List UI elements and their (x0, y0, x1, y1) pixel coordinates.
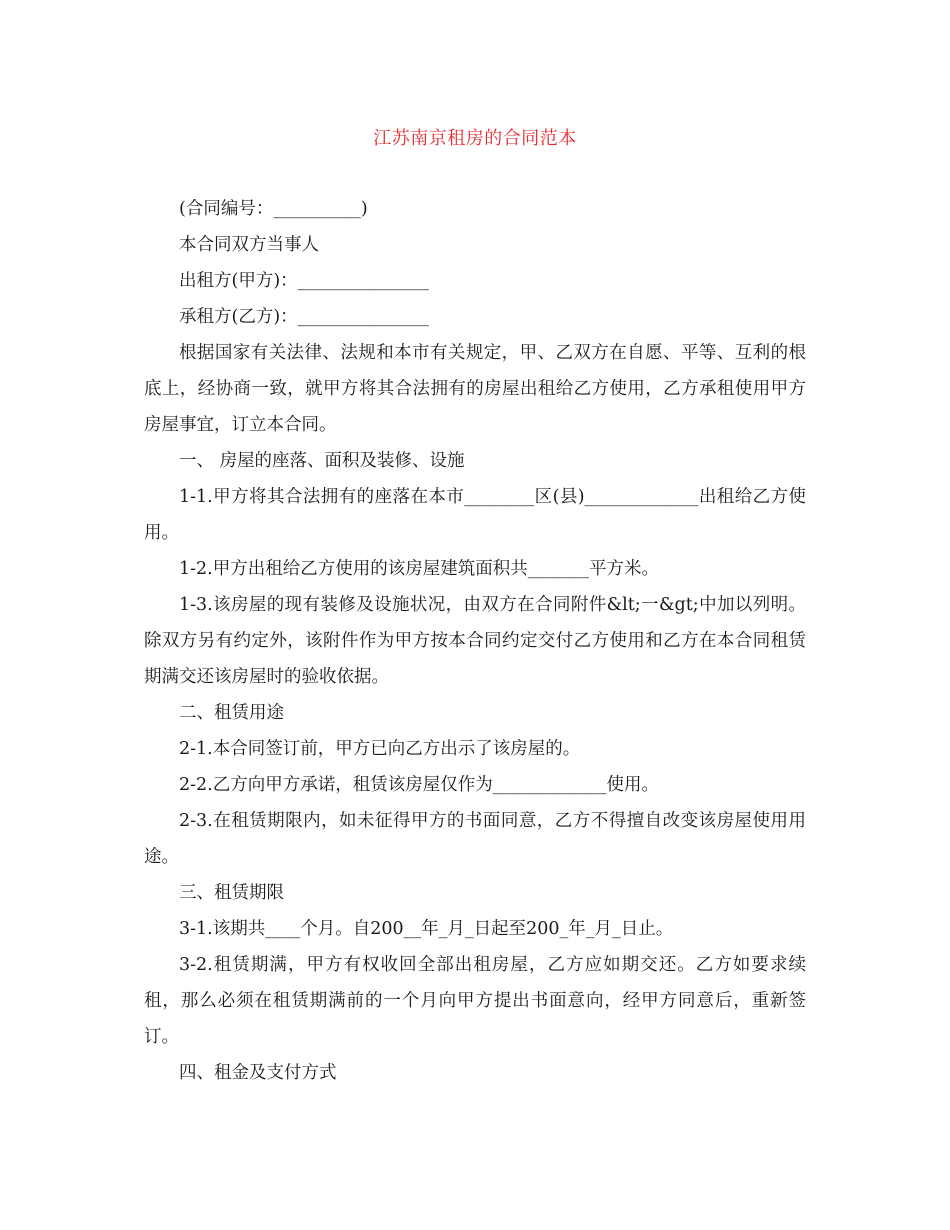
section-heading-2: 二、租赁用途 (179, 703, 284, 723)
clause-1-2: 1-2.甲方出租给乙方使用的该房屋建筑面积共_______平方米。 (179, 559, 659, 579)
clause-3-1: 3-1.该期共____个月。自200__年_月_日起至200_年_月_日止。 (179, 919, 674, 939)
section-heading-1: 一、 房屋的座落、面积及装修、设施 (179, 451, 465, 471)
document-title: 江苏南京租房的合同范本 (373, 128, 577, 149)
section-heading-4: 四、租金及支付方式 (179, 1063, 337, 1083)
clause-2-2: 2-2.乙方向甲方承诺，租赁该房屋仅作为_____________使用。 (179, 775, 659, 795)
parties-heading: 本合同双方当事人 (179, 235, 319, 255)
clause-2-1: 2-1.本合同签订前，甲方已向乙方出示了该房屋的。 (179, 739, 581, 759)
document-body (144, 191, 806, 1091)
preamble-paragraph: 根据国家有关法律、法规和本市有关规定，甲、乙双方在自愿、平等、互利的根底上，经协商一致，就甲方将其合法拥有的房屋出租给乙方使用，乙方承租使用甲方房屋事宜，订立本合同。 (144, 343, 806, 435)
lessor-line: 出租方(甲方)：_______________ (179, 271, 429, 291)
clause-1-1: 1-1.甲方将其合法拥有的座落在本市________区(县)_____________出租给乙方使用。 (144, 487, 806, 543)
clause-2-3: 2-3.在租赁期限内，如未征得甲方的书面同意，乙方不得擅自改变该房屋使用用途。 (144, 811, 806, 867)
clause-1-3: 1-3.该房屋的现有装修及设施状况，由双方在合同附件&lt;一&gt;中加以列明。除双方另有约定外，该附件作为甲方按本合同约定交付乙方使用和乙方在本合同租赁期满交还该房屋时的验收依据。 (144, 595, 806, 687)
contract-number-line: (合同编号：__________) (179, 199, 368, 219)
lessee-line: 承租方(乙方)：_______________ (179, 307, 429, 327)
clause-3-2: 3-2.租赁期满，甲方有权收回全部出租房屋，乙方应如期交还。乙方如要求续租，那么必须在租赁期满前的一个月向甲方提出书面意向，经甲方同意后，重新签订。 (144, 955, 806, 1047)
section-heading-3: 三、租赁期限 (179, 883, 284, 903)
